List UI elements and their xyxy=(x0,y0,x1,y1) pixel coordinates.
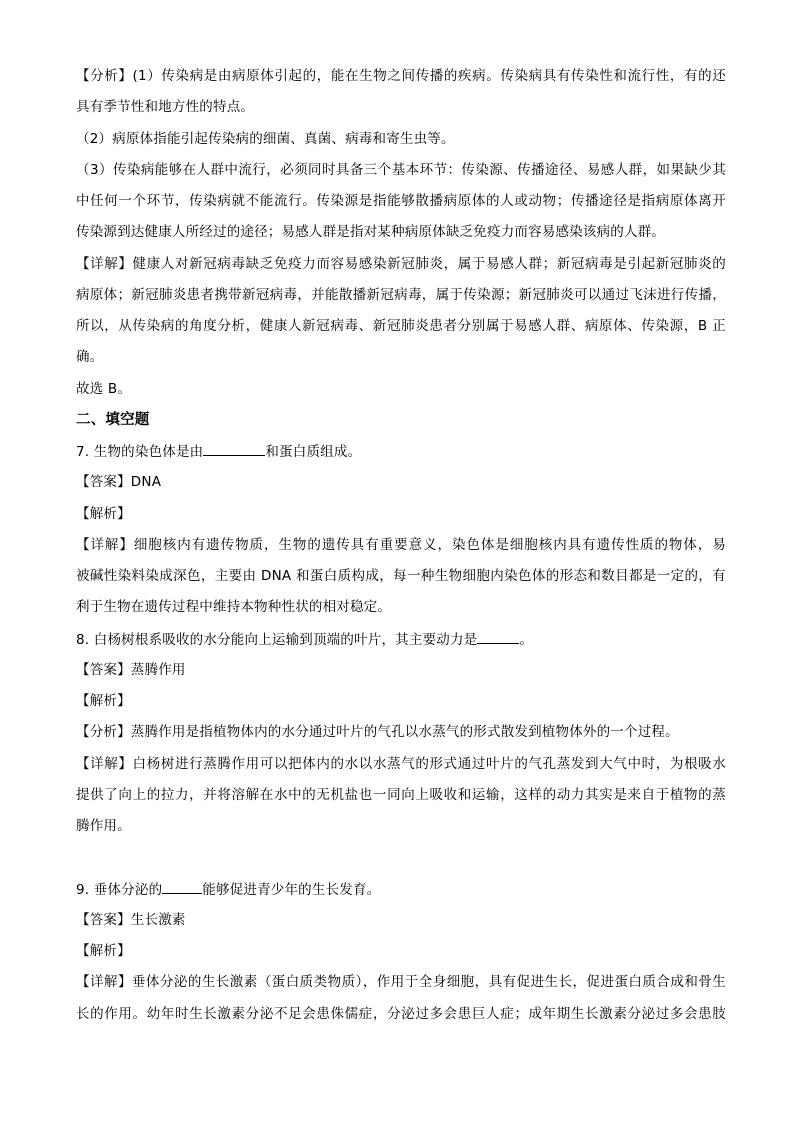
question-stem-text: 7. 生物的染色体是由 xyxy=(76,444,204,460)
detail-line: 【详解】细胞核内有遗传物质，生物的遗传具有重要意义，染色体是细胞核内具有遗传性质的物体，易 xyxy=(76,537,726,553)
analysis-line: 【分析】蒸腾作用是指植物体内的水分通过叶片的气孔以水蒸气的形式散发到植物体外的一个过程。 xyxy=(76,724,679,740)
analysis-line: （3）传染病能够在人群中流行，必须同时具备三个基本环节：传染源、传播途径、易感人群，如果缺少其 xyxy=(76,162,726,178)
analysis-line: 【分析】(1）传染病是由病原体引起的，能在生物之间传播的疾病。传染病具有传染性和流行性，有的还 xyxy=(76,68,726,84)
detail-line: 被碱性染料染成深色，主要由 DNA 和蛋白质构成，每一种生物细胞内染色体的形态和数目都是一定的，有 xyxy=(76,568,726,584)
analysis-line: 传染源到达健康人所经过的途径；易感人群是指对某种病原体缺乏免疫力而容易感染该病的人群。 xyxy=(76,224,666,240)
question-stem-text: 和蛋白质组成。 xyxy=(265,444,362,460)
answer-line: 【答案】生长激素 xyxy=(76,912,186,928)
jiexi-label: 【解析】 xyxy=(76,943,131,959)
answer-blank xyxy=(477,629,519,644)
detail-line: 所以，从传染病的角度分析，健康人新冠病毒、新冠肺炎患者分别属于易感人群、病原体、传染源，B 正 xyxy=(76,318,726,334)
detail-line: 【详解】垂体分泌的生长激素（蛋白质类物质），作用于全身细胞，具有促进生长，促进蛋白质合成和骨生 xyxy=(76,974,726,990)
question-stem-text: 8. 白杨树根系吸收的水分能向上运输到顶端的叶片，其主要动力是 xyxy=(76,632,478,648)
detail-line: 腾作用。 xyxy=(76,818,131,834)
answer-blank xyxy=(203,441,265,456)
detail-line: 确。 xyxy=(76,349,104,365)
question-8-stem xyxy=(76,629,726,650)
section-title: 二、填空题 xyxy=(76,412,150,428)
answer-line: 【答案】蒸腾作用 xyxy=(76,662,186,678)
detail-line: 病原体；新冠肺炎患者携带新冠病毒，并能散播新冠病毒，属于传染源；新冠肺炎可以通过飞沫进行传播， xyxy=(76,287,726,303)
detail-line: 提供了向上的拉力，并将溶解在水中的无机盐也一同向上吸收和运输，这样的动力其实是来自于植物的蒸 xyxy=(76,787,726,803)
choice-line: 故选 B。 xyxy=(76,381,132,397)
question-stem-text: 能够促进青少年的生长发育。 xyxy=(202,882,381,898)
question-stem-text: 。 xyxy=(519,632,534,648)
jiexi-label: 【解析】 xyxy=(76,506,131,522)
analysis-line: （2）病原体指能引起传染病的细菌、真菌、病毒和寄生虫等。 xyxy=(76,131,455,147)
detail-line: 长的作用。幼年时生长激素分泌不足会患侏儒症，分泌过多会患巨人症；成年期生长激素分泌过多会患肢 xyxy=(76,1006,726,1022)
answer-blank xyxy=(162,879,202,894)
answer-line: 【答案】DNA xyxy=(76,474,162,490)
detail-line: 利于生物在遗传过程中维持本物种性状的相对稳定。 xyxy=(76,599,392,615)
jiexi-label: 【解析】 xyxy=(76,693,131,709)
detail-line: 【详解】健康人对新冠病毒缺乏免疫力而容易感染新冠肺炎，属于易感人群；新冠病毒是引起新冠肺炎的 xyxy=(76,256,726,272)
analysis-line: 具有季节性和地方性的特点。 xyxy=(76,99,255,115)
detail-line: 【详解】白杨树进行蒸腾作用可以把体内的水以水蒸气的形式通过叶片的气孔蒸发到大气中时，为根吸水 xyxy=(76,756,726,772)
question-stem-text: 9. 垂体分泌的 xyxy=(76,882,163,898)
question-7-stem xyxy=(76,441,726,462)
question-9-stem xyxy=(76,879,726,900)
analysis-line: 中任何一个环节，传染病就不能流行。传染源是指能够散播病原体的人或动物；传播途径是指病原体离开 xyxy=(76,193,726,209)
